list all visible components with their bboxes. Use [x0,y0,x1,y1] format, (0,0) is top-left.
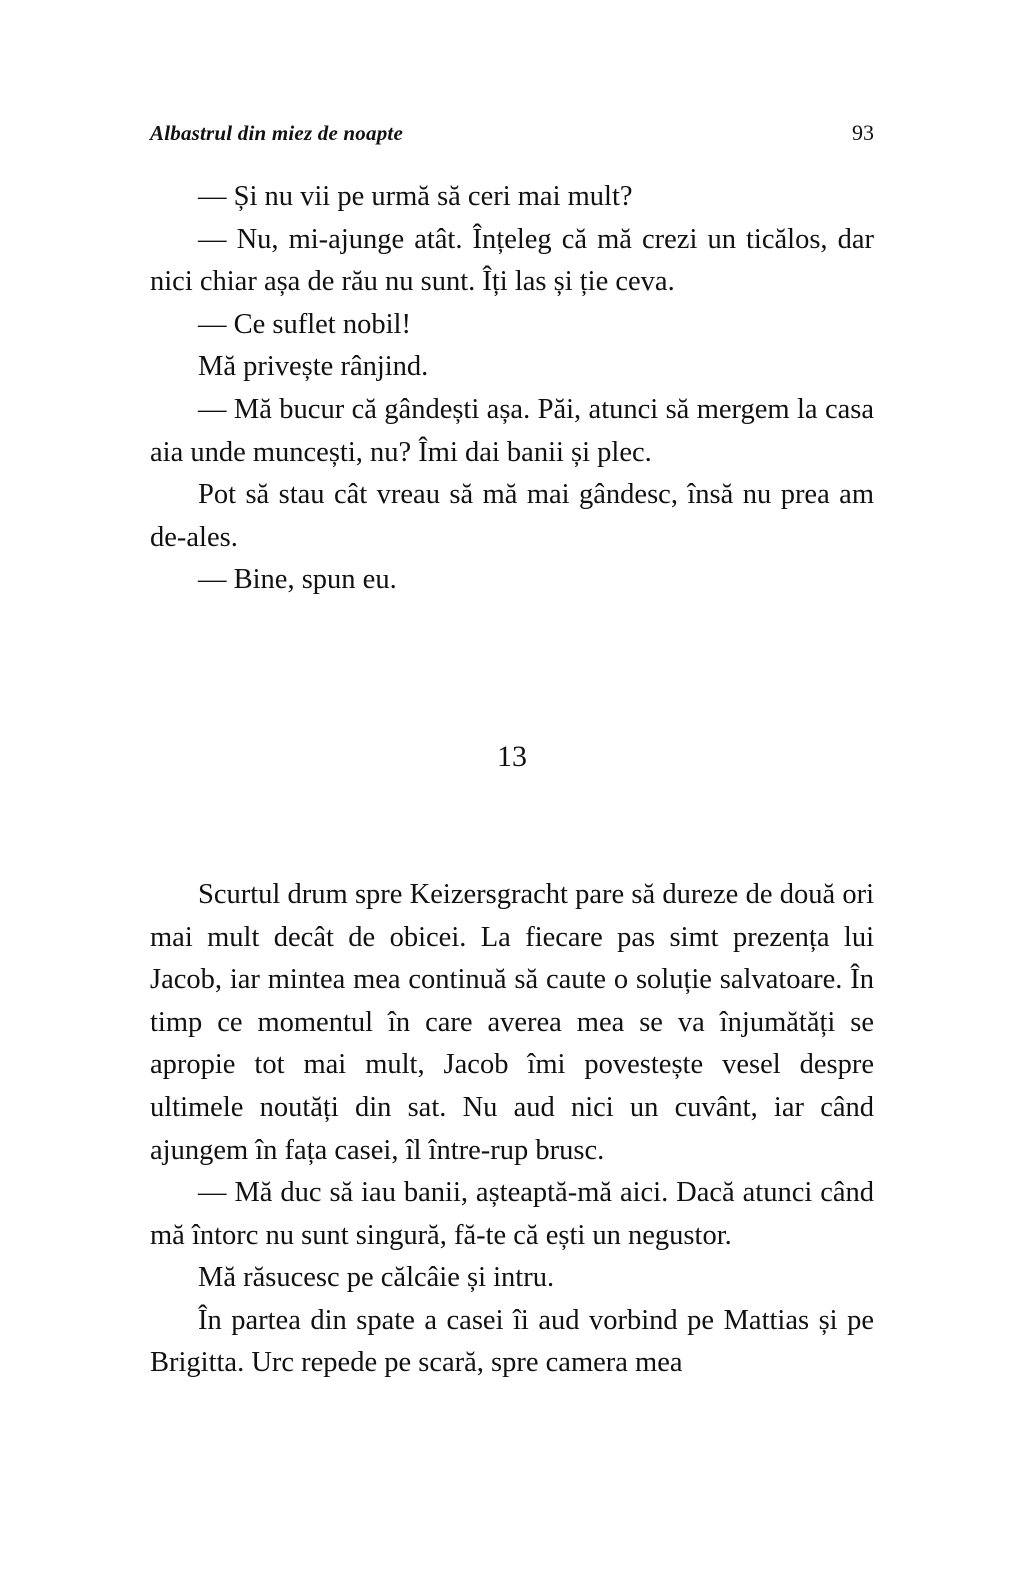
paragraph: Mă privește rânjind. [198,351,429,383]
body-text-after-chapter [150,874,874,1385]
page-number: 93 [852,120,874,145]
paragraph: În partea din spate a casei îi aud vorbind pe Mattias și pe Brigitta. Urc repede pe scară, spre camera mea [150,1304,874,1379]
paragraph: — Și nu vii pe urmă să ceri mai mult? [198,181,633,212]
paragraph: — Bine, spun eu. [198,564,397,596]
paragraph: — Nu, mi-ajunge atât. Înțeleg că mă crezi un ticălos, dar nici chiar așa de rău nu sunt. Îți las și ție ceva. [150,223,874,298]
body-text-before-chapter [150,176,874,602]
chapter-number: 13 [497,739,527,773]
paragraph: Mă răsucesc pe călcâie și intru. [198,1262,555,1294]
running-head [150,120,874,146]
paragraph: Pot să stau cât vreau să mă mai gândesc, însă nu prea am de-ales. [150,479,874,553]
book-title: Albastrul din miez de noapte [150,121,403,145]
paragraph: Scurtul drum spre Keizersgracht pare să dureze de două ori mai mult decât de obicei. La fiecare pas simt prezența lui Jacob, iar mintea mea continuă să caute o soluție salvatoare. În timp ce momentul în care averea mea se va înjumătăți se apropie tot mai mult, Jacob îmi povestește vesel despre ultimele noutăți din sat. Nu aud nici un cuvânt, iar când ajungem în fața casei, îl între-rup brusc. [150,878,874,1166]
paragraph: — Ce suflet nobil! [198,308,411,340]
paragraph: — Mă duc să iau banii, așteaptă-mă aici. Dacă atunci când mă întorc nu sunt singură, fă-te că ești un negustor. [150,1177,874,1251]
page-content [150,120,874,1385]
paragraph: — Mă bucur că gândești așa. Păi, atunci să mergem la casa aia unde muncești, nu? Îmi dai banii și plec. [150,393,874,468]
